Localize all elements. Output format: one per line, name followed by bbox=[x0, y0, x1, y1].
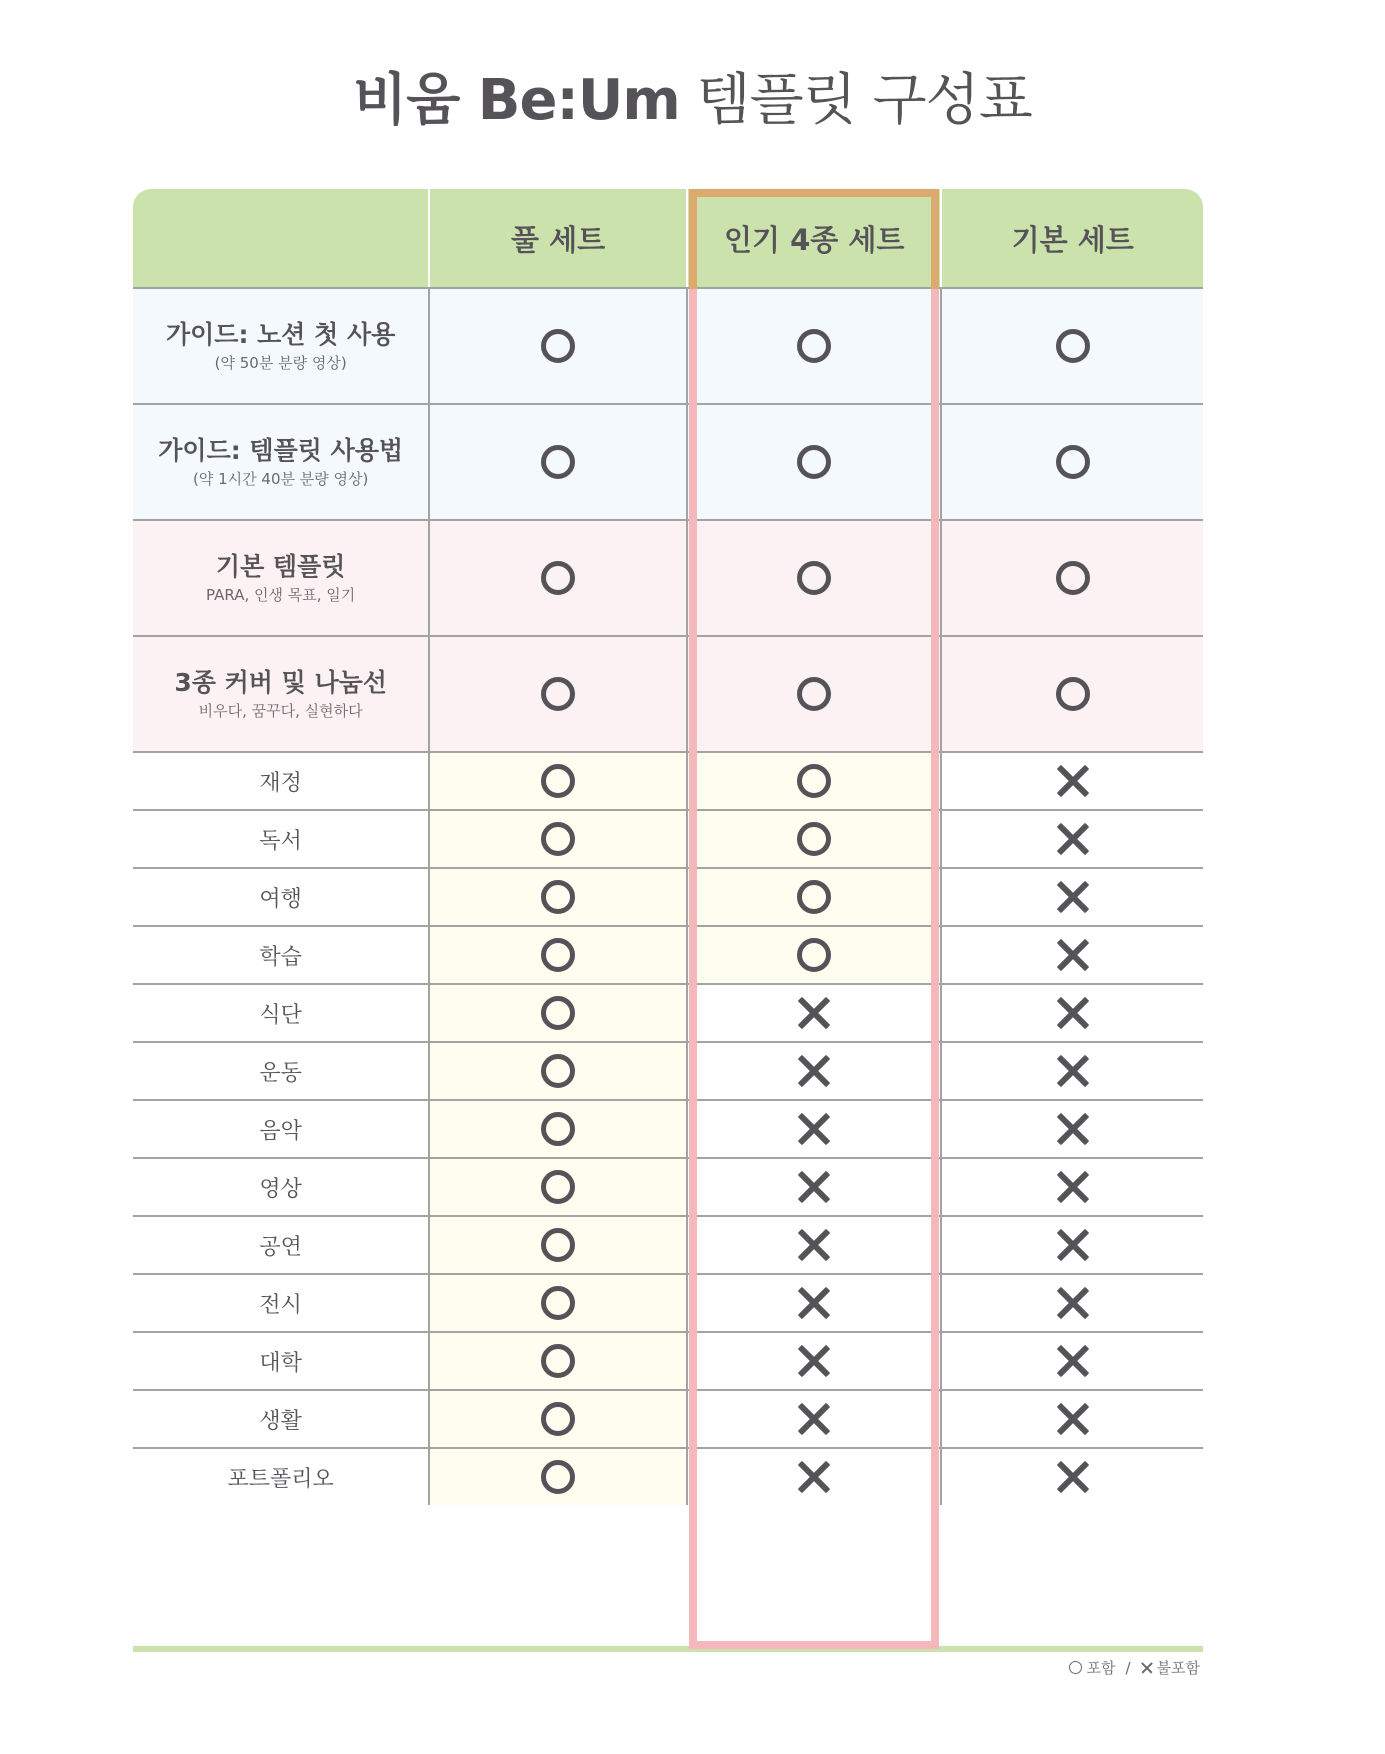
circle-icon bbox=[541, 1460, 575, 1494]
row-label-cell bbox=[133, 869, 428, 925]
circle-icon bbox=[541, 445, 575, 479]
table-row bbox=[133, 751, 1203, 809]
table-row bbox=[133, 925, 1203, 983]
circle-icon bbox=[797, 938, 831, 972]
circle-icon bbox=[541, 1054, 575, 1088]
row-label-cell bbox=[133, 811, 428, 867]
value-cell bbox=[686, 927, 941, 983]
row-label: 여행 bbox=[259, 886, 302, 912]
circle-icon bbox=[541, 1286, 575, 1320]
value-cell bbox=[686, 521, 941, 635]
value-cell bbox=[940, 869, 1203, 925]
value-cell bbox=[686, 1275, 941, 1331]
circle-icon bbox=[541, 329, 575, 363]
value-cell bbox=[940, 1333, 1203, 1389]
row-label-cell bbox=[133, 521, 428, 635]
row-label: 전시 bbox=[259, 1292, 302, 1318]
row-label-cell bbox=[133, 1449, 428, 1505]
row-sublabel: (약 1시간 40분 분량 영상) bbox=[193, 470, 369, 488]
circle-icon bbox=[1056, 561, 1090, 595]
value-cell bbox=[428, 753, 686, 809]
row-label-cell bbox=[133, 1217, 428, 1273]
row-label-cell bbox=[133, 1101, 428, 1157]
value-cell bbox=[686, 1043, 941, 1099]
cross-icon bbox=[1056, 1460, 1090, 1494]
row-label: 기본 템플릿 bbox=[215, 552, 346, 581]
circle-icon bbox=[1056, 329, 1090, 363]
circle-icon bbox=[797, 561, 831, 595]
value-cell bbox=[686, 811, 941, 867]
value-cell bbox=[428, 1043, 686, 1099]
table-row bbox=[133, 519, 1203, 635]
circle-icon bbox=[797, 880, 831, 914]
row-label: 가이드: 노션 첫 사용 bbox=[166, 320, 396, 349]
table-row bbox=[133, 1041, 1203, 1099]
table-row bbox=[133, 1389, 1203, 1447]
row-label: 식단 bbox=[259, 1002, 302, 1028]
table-row bbox=[133, 1273, 1203, 1331]
row-label: 독서 bbox=[259, 828, 302, 854]
cross-icon bbox=[1056, 880, 1090, 914]
value-cell bbox=[940, 1449, 1203, 1505]
row-label-cell bbox=[133, 1159, 428, 1215]
cross-icon bbox=[797, 1460, 831, 1494]
circle-icon bbox=[797, 445, 831, 479]
value-cell bbox=[428, 289, 686, 403]
value-cell bbox=[428, 1159, 686, 1215]
cross-icon bbox=[1056, 1228, 1090, 1262]
cross-icon bbox=[1056, 822, 1090, 856]
circle-icon bbox=[541, 1228, 575, 1262]
row-label: 3종 커버 및 나눔선 bbox=[174, 668, 387, 697]
row-label-cell bbox=[133, 1391, 428, 1447]
row-label: 학습 bbox=[259, 944, 302, 970]
table-row bbox=[133, 1331, 1203, 1389]
value-cell bbox=[686, 1391, 941, 1447]
circle-icon bbox=[797, 677, 831, 711]
table-row bbox=[133, 287, 1203, 403]
value-cell bbox=[428, 1333, 686, 1389]
row-label: 운동 bbox=[259, 1060, 302, 1086]
circle-icon bbox=[541, 880, 575, 914]
header-popular-set: 인기 4종 세트 bbox=[686, 189, 941, 287]
value-cell bbox=[940, 637, 1203, 751]
cross-icon bbox=[1056, 1054, 1090, 1088]
cross-icon bbox=[1056, 1286, 1090, 1320]
value-cell bbox=[686, 289, 941, 403]
circle-icon bbox=[1056, 445, 1090, 479]
circle-icon bbox=[541, 677, 575, 711]
cross-icon bbox=[797, 1402, 831, 1436]
table-row bbox=[133, 809, 1203, 867]
value-cell bbox=[428, 811, 686, 867]
legend-exclude: 불포함 bbox=[1156, 1659, 1200, 1677]
header-full-set: 풀 세트 bbox=[428, 189, 686, 287]
value-cell bbox=[686, 869, 941, 925]
circle-icon bbox=[541, 1402, 575, 1436]
row-label-cell bbox=[133, 927, 428, 983]
row-label-cell bbox=[133, 1275, 428, 1331]
table-row bbox=[133, 403, 1203, 519]
value-cell bbox=[428, 1449, 686, 1505]
value-cell bbox=[940, 927, 1203, 983]
circle-icon bbox=[1069, 1661, 1082, 1674]
row-label-cell bbox=[133, 985, 428, 1041]
row-label: 대학 bbox=[259, 1350, 302, 1376]
value-cell bbox=[940, 1101, 1203, 1157]
value-cell bbox=[428, 927, 686, 983]
value-cell bbox=[686, 985, 941, 1041]
comparison-table bbox=[133, 189, 1203, 1505]
page-title bbox=[0, 62, 1385, 140]
table-body bbox=[133, 287, 1203, 1505]
title-rest: 템플릿 구성표 bbox=[696, 68, 1032, 133]
circle-icon bbox=[541, 1344, 575, 1378]
row-sublabel: PARA, 인생 목표, 일기 bbox=[206, 586, 356, 604]
value-cell bbox=[686, 637, 941, 751]
cross-icon bbox=[1141, 1662, 1153, 1674]
circle-icon bbox=[797, 329, 831, 363]
cross-icon bbox=[1056, 996, 1090, 1030]
cross-icon bbox=[797, 1228, 831, 1262]
value-cell bbox=[428, 985, 686, 1041]
circle-icon bbox=[797, 764, 831, 798]
value-cell bbox=[940, 985, 1203, 1041]
value-cell bbox=[428, 521, 686, 635]
table-header bbox=[133, 189, 1203, 287]
value-cell bbox=[686, 1101, 941, 1157]
table-row bbox=[133, 867, 1203, 925]
cross-icon bbox=[797, 1286, 831, 1320]
table-row bbox=[133, 1447, 1203, 1505]
circle-icon bbox=[541, 561, 575, 595]
cross-icon bbox=[797, 1170, 831, 1204]
row-label: 영상 bbox=[259, 1176, 302, 1202]
circle-icon bbox=[541, 996, 575, 1030]
value-cell bbox=[428, 1275, 686, 1331]
cross-icon bbox=[797, 1112, 831, 1146]
value-cell bbox=[686, 1333, 941, 1389]
value-cell bbox=[686, 1159, 941, 1215]
row-label: 가이드: 템플릿 사용법 bbox=[158, 436, 404, 465]
row-sublabel: (약 50분 분량 영상) bbox=[214, 354, 347, 372]
value-cell bbox=[940, 1391, 1203, 1447]
header-empty bbox=[133, 189, 428, 287]
value-cell bbox=[940, 753, 1203, 809]
value-cell bbox=[940, 811, 1203, 867]
circle-icon bbox=[541, 1170, 575, 1204]
value-cell bbox=[940, 289, 1203, 403]
value-cell bbox=[940, 1275, 1203, 1331]
cross-icon bbox=[1056, 1170, 1090, 1204]
cross-icon bbox=[797, 996, 831, 1030]
row-label-cell bbox=[133, 637, 428, 751]
cross-icon bbox=[797, 1054, 831, 1088]
cross-icon bbox=[1056, 1112, 1090, 1146]
circle-icon bbox=[797, 822, 831, 856]
value-cell bbox=[428, 405, 686, 519]
title-bold: 비움 Be:Um bbox=[353, 68, 680, 133]
row-label: 공연 bbox=[259, 1234, 302, 1260]
cross-icon bbox=[1056, 764, 1090, 798]
value-cell bbox=[428, 1217, 686, 1273]
cross-icon bbox=[1056, 1402, 1090, 1436]
circle-icon bbox=[541, 1112, 575, 1146]
value-cell bbox=[940, 521, 1203, 635]
value-cell bbox=[940, 405, 1203, 519]
table-bottom-bar bbox=[133, 1646, 1203, 1652]
legend-separator: / bbox=[1125, 1658, 1131, 1677]
value-cell bbox=[428, 869, 686, 925]
row-label-cell bbox=[133, 1043, 428, 1099]
row-label: 음악 bbox=[259, 1118, 302, 1144]
table-row bbox=[133, 983, 1203, 1041]
row-label-cell bbox=[133, 753, 428, 809]
value-cell bbox=[686, 1217, 941, 1273]
row-label-cell bbox=[133, 1333, 428, 1389]
circle-icon bbox=[541, 764, 575, 798]
legend-include: 포함 bbox=[1086, 1659, 1116, 1677]
circle-icon bbox=[541, 938, 575, 972]
cross-icon bbox=[797, 1344, 831, 1378]
row-label: 생활 bbox=[259, 1408, 302, 1434]
row-label-cell bbox=[133, 289, 428, 403]
value-cell bbox=[686, 1449, 941, 1505]
value-cell bbox=[428, 637, 686, 751]
value-cell bbox=[940, 1217, 1203, 1273]
row-label-cell bbox=[133, 405, 428, 519]
table-row bbox=[133, 1157, 1203, 1215]
table-row bbox=[133, 635, 1203, 751]
value-cell bbox=[940, 1159, 1203, 1215]
row-label: 포트폴리오 bbox=[227, 1466, 334, 1492]
value-cell bbox=[686, 405, 941, 519]
row-sublabel: 비우다, 꿈꾸다, 실현하다 bbox=[198, 702, 363, 720]
table-row bbox=[133, 1099, 1203, 1157]
header-basic-set: 기본 세트 bbox=[940, 189, 1203, 287]
row-label: 재정 bbox=[259, 770, 302, 796]
value-cell bbox=[940, 1043, 1203, 1099]
circle-icon bbox=[1056, 677, 1090, 711]
table-row bbox=[133, 1215, 1203, 1273]
circle-icon bbox=[541, 822, 575, 856]
value-cell bbox=[686, 753, 941, 809]
cross-icon bbox=[1056, 1344, 1090, 1378]
value-cell bbox=[428, 1101, 686, 1157]
legend bbox=[1069, 1657, 1200, 1678]
cross-icon bbox=[1056, 938, 1090, 972]
value-cell bbox=[428, 1391, 686, 1447]
